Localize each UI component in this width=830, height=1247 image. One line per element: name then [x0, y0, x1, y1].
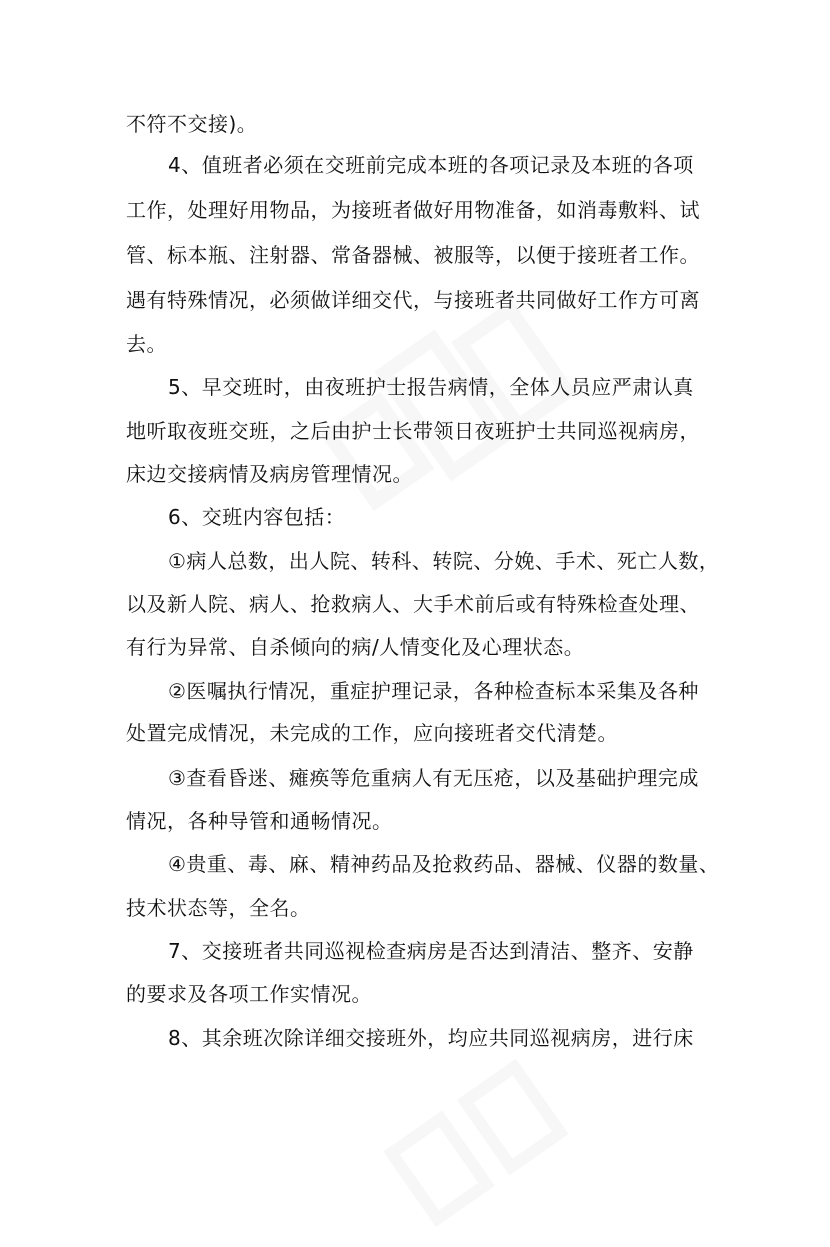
- text-line: 的要求及各项工作实情况。: [126, 982, 372, 1006]
- text-line: 不符不交接)。: [126, 112, 258, 136]
- text-line: 情况，各种导管和通畅情况。: [126, 809, 393, 833]
- paragraph-4-start: 4、值班者必须在交班前完成本班的各项记录及本班的各项: [168, 153, 694, 177]
- paragraph-5-start: 5、早交班时，由夜班护士报告病情，全体人员应严肃认真: [168, 375, 694, 399]
- text-line: 地听取夜班交班，之后由护士长带领日夜班护士共同巡视病房，: [126, 419, 700, 443]
- text-line: 管、标本瓶、注射器、常备器械、被服等，以便于接班者工作。: [126, 243, 700, 267]
- text-line: 去。: [126, 332, 167, 356]
- text-line: 工作，处理好用物品，为接班者做好用物准备，如消毒敷料、试: [126, 198, 700, 222]
- item-1-start: ①病人总数，出人院、转科、转院、分娩、手术、死亡人数，: [168, 549, 720, 573]
- paragraph-6-heading: 6、交班内容包括：: [168, 505, 346, 529]
- item-3-start: ③查看昏迷、瘫痪等危重病人有无压疮，以及基础护理完成: [168, 766, 699, 790]
- text-line: 以及新人院、病人、抢救病人、大手术前后或有特殊检查处理、: [126, 592, 700, 616]
- text-line: 处置完成情况，未完成的工作，应向接班者交代清楚。: [126, 721, 618, 745]
- watermark-icon-bottom: [364, 1033, 597, 1246]
- item-2-start: ②医嘱执行情况，重症护理记录，各种检查标本采集及各种: [168, 679, 699, 703]
- text-line: 遇有特殊情况，必须做详细交代，与接班者共同做好工作方可离: [126, 288, 700, 312]
- item-4-start: ④贵重、毒、麻、精神药品及抢救药品、器械、仪器的数量、: [168, 852, 720, 876]
- text-line: 技术状态等，全名。: [126, 896, 311, 920]
- paragraph-7-start: 7、交接班者共同巡视检查病房是否达到清洁、整齐、安静: [168, 939, 694, 963]
- text-line: 床边交接病情及病房管理情况。: [126, 462, 413, 486]
- paragraph-8-start: 8、其余班次除详细交接班外，均应共同巡视病房，进行床: [168, 1026, 694, 1050]
- text-line: 有行为异常、自杀倾向的病/人情变化及心理状态。: [126, 635, 585, 659]
